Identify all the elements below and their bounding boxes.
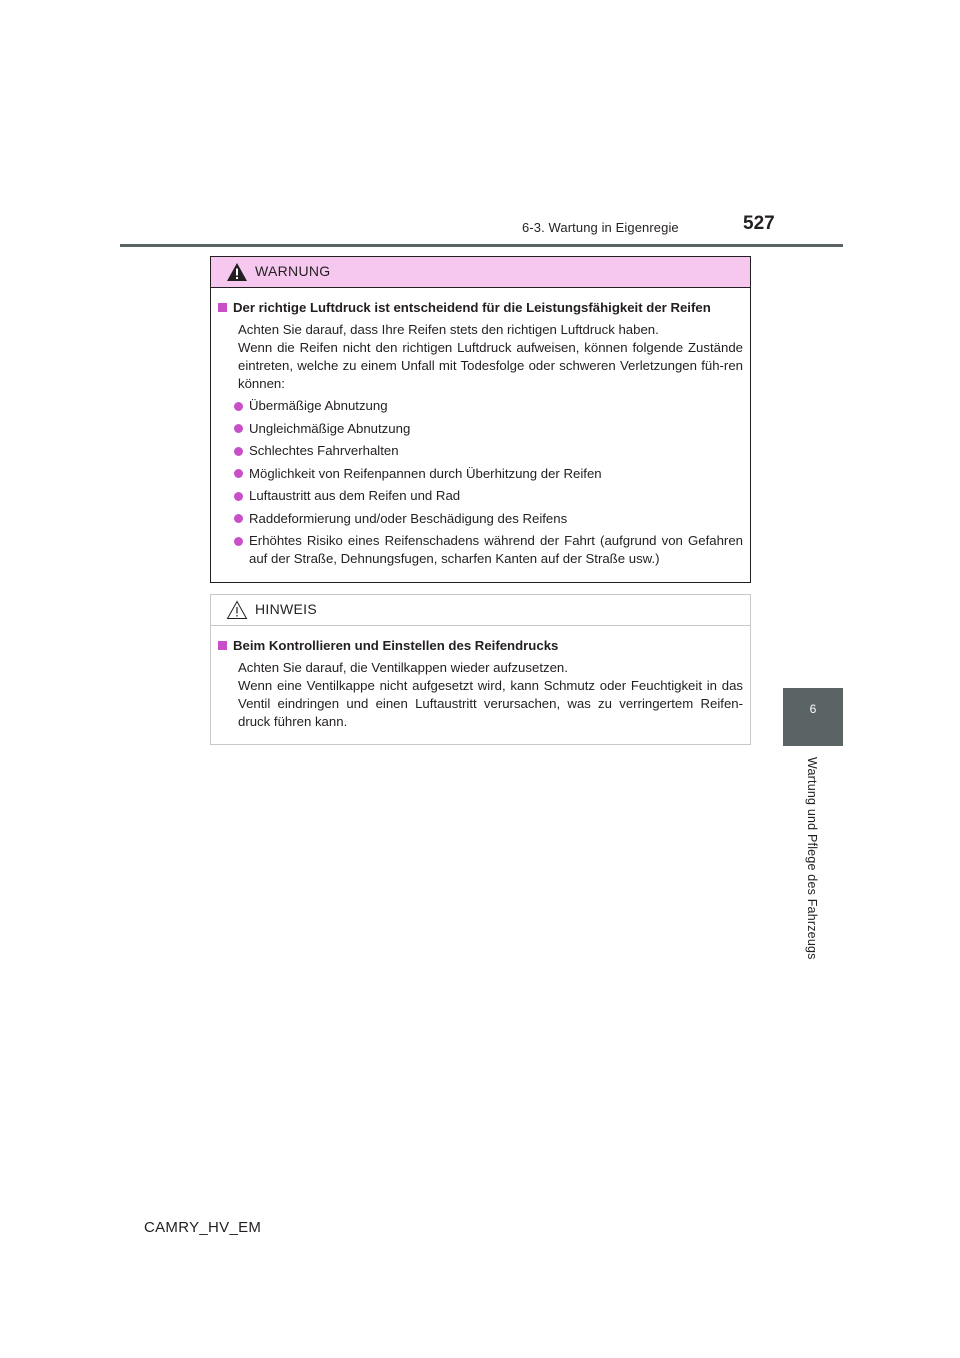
notice-triangle-icon <box>226 600 248 620</box>
list-item-text: Ungleichmäßige Abnutzung <box>249 420 411 436</box>
notice-body <box>211 626 750 731</box>
list-item-text: Erhöhtes Risiko eines Reifenschadens während der Fahrt (aufgrund von Gefahren auf der Straße, Dehnungsfugen, scharfen Kanten auf der Straße usw.) <box>249 533 743 566</box>
list-item <box>218 397 743 415</box>
warning-box <box>210 256 751 583</box>
list-item-text: Schlechtes Fahrverhalten <box>249 443 399 458</box>
notice-subtitle-text: Beim Kontrollieren und Einstellen des Reifendrucks <box>233 638 559 653</box>
warning-paragraph-line: Achten Sie darauf, dass Ihre Reifen stets den richtigen Luftdruck haben. <box>238 322 659 337</box>
notice-label: HINWEIS <box>255 601 317 617</box>
list-item <box>218 442 743 460</box>
warning-body <box>211 288 750 568</box>
warning-subtitle <box>218 299 743 317</box>
section-header: 6-3. Wartung in Eigenregie <box>522 220 679 235</box>
warning-list <box>218 397 743 568</box>
bullet-dot-icon <box>234 514 243 523</box>
bullet-dot-icon <box>234 492 243 501</box>
warning-paragraph <box>238 321 743 393</box>
chapter-tab <box>783 688 843 746</box>
bullet-dot-icon <box>234 447 243 456</box>
footer-model-code: CAMRY_HV_EM <box>144 1219 262 1236</box>
list-item-text: Möglichkeit von Reifenpannen durch Überhitzung der Reifen <box>249 465 602 481</box>
list-item <box>218 510 743 528</box>
list-item-text: Raddeformierung und/oder Beschädigung des Reifens <box>249 510 568 526</box>
chapter-title: Wartung und Pflege des Fahrzeugs <box>805 757 819 960</box>
bullet-dot-icon <box>234 424 243 433</box>
header-rule <box>120 244 843 247</box>
bullet-dot-icon <box>234 402 243 411</box>
warning-header <box>211 257 750 288</box>
warning-paragraph-line: Wenn die Reifen nicht den richtigen Luftdruck aufweisen, können folgende Zustände eintreten, welche zu einem Unfall mit Todesfolge oder schweren Verletzungen füh-ren können: <box>238 340 743 391</box>
bullet-dot-icon <box>234 469 243 478</box>
list-item <box>218 532 743 568</box>
bullet-dot-icon <box>234 537 243 546</box>
list-item <box>218 487 743 505</box>
list-item-text: Luftaustritt aus dem Reifen und Rad <box>249 488 461 503</box>
notice-subtitle <box>218 637 743 655</box>
warning-label: WARNUNG <box>255 263 331 279</box>
square-bullet-icon <box>218 641 227 650</box>
notice-paragraph-line: Wenn eine Ventilkappe nicht aufgesetzt wird, kann Schmutz oder Feuchtigkeit in das Ventil eindringen und einen Luftaustritt verursachen, was zu verringertem Reifen-druck führen kann. <box>238 678 743 729</box>
notice-box <box>210 594 751 745</box>
chapter-number: 6 <box>809 702 817 716</box>
warning-triangle-icon <box>226 262 248 282</box>
warning-subtitle-text: Der richtige Luftdruck ist entscheidend für die Leistungsfähigkeit der Reifen <box>233 300 711 315</box>
notice-paragraph-line: Achten Sie darauf, die Ventilkappen wieder aufzusetzen. <box>238 660 568 675</box>
square-bullet-icon <box>218 303 227 312</box>
notice-header <box>211 595 750 626</box>
notice-paragraph <box>238 659 743 731</box>
list-item <box>218 420 743 438</box>
list-item <box>218 465 743 483</box>
list-item-text: Übermäßige Abnutzung <box>249 398 388 413</box>
page-number: 527 <box>743 213 775 234</box>
